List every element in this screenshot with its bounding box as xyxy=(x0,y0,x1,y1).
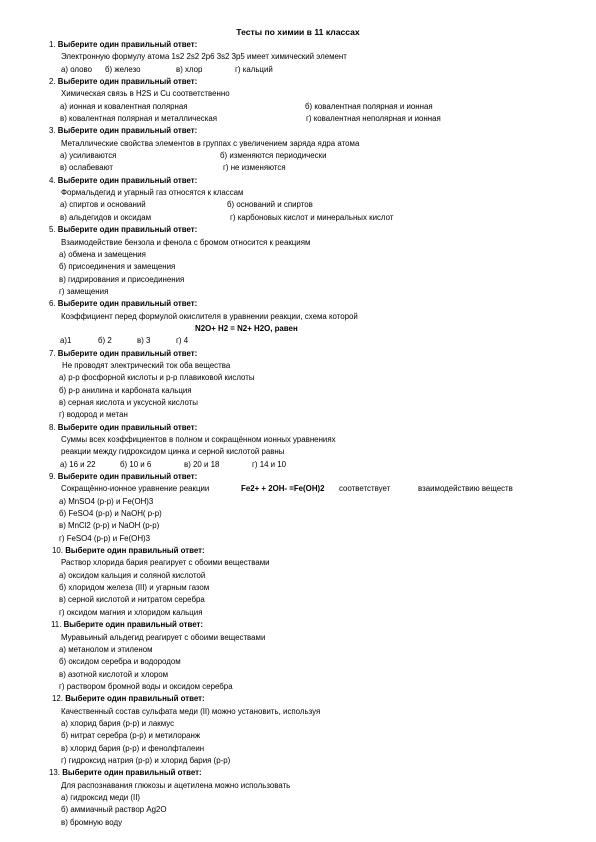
question-8-options xyxy=(48,459,548,471)
option-d: г) кальций xyxy=(235,64,273,74)
question-13-text: Для распознавания глюкозы и ацетилена можно использовать xyxy=(61,780,291,790)
option-c: в) ослабевают xyxy=(60,163,114,173)
question-4-options-row1 xyxy=(48,199,548,211)
question-13-header: 13. Выберите один правильный ответ: xyxy=(49,768,202,778)
question-9-text-mid: соответствует xyxy=(339,484,391,494)
question-5-header: 5. Выберите один правильный ответ: xyxy=(49,225,198,235)
question-9-text xyxy=(48,483,548,495)
question-8-header: 8. Выберите один правильный ответ: xyxy=(49,422,198,432)
option-d: г) не изменяются xyxy=(223,163,286,173)
option-a: а) ионная и ковалентная полярная xyxy=(60,101,188,111)
option-b: б) нитрат серебра (р-р) и метилоранж xyxy=(61,731,201,741)
question-3-text: Металлические свойства элементов в группах с увеличением заряда ядра атома xyxy=(61,138,360,148)
question-7-header: 7. Выберите один правильный ответ: xyxy=(49,348,198,358)
question-2-options-row1 xyxy=(48,101,548,113)
option-a: а) метанолом и этиленом xyxy=(59,644,153,654)
option-c: в) бромную воду xyxy=(61,817,123,827)
reaction-formula: Fe2+ + 2OH- =Fe(OH)2 xyxy=(241,484,325,494)
question-6-formula xyxy=(48,323,548,335)
option-b: б) присоединения и замещения xyxy=(59,262,176,272)
option-a: а) р-р фосфорной кислоты и р-р плавиковой кислоты xyxy=(59,373,255,383)
option-d: г) раствором бромной воды и оксидом серебра xyxy=(59,681,233,691)
option-b: б) оснований и спиртов xyxy=(227,200,313,210)
option-b: б) ковалентная полярная и ионная xyxy=(305,101,433,111)
question-5-text: Взаимодействие бензола и фенола с бромом относится к реакциям xyxy=(61,237,311,247)
option-a: а) спиртов и оснований xyxy=(60,200,146,210)
option-c: в) MnCl2 (р-р) и NaOH (р-р) xyxy=(59,521,160,531)
option-c: в) хлор xyxy=(176,64,203,74)
question-2-header: 2. Выберите один правильный ответ: xyxy=(49,77,198,87)
option-a: а) хлорид бария (р-р) и лакмус xyxy=(61,718,175,728)
option-c: в) хлорид бария (р-р) и фенолфталеин xyxy=(61,743,205,753)
question-9-text-start: Сокращённо-ионное уравнение реакции xyxy=(61,484,210,494)
question-10-text: Раствор хлорида бария реагирует с обоими веществами xyxy=(61,558,270,568)
question-4-options-row2 xyxy=(48,212,548,224)
option-d: г) 4 xyxy=(176,336,189,346)
option-a: а) гидроксид меди (II) xyxy=(61,792,141,802)
option-b: б) изменяются периодически xyxy=(220,151,327,161)
question-1-header: 1. Выберите один правильный ответ: xyxy=(49,40,198,49)
question-3-header: 3. Выберите один правильный ответ: xyxy=(49,126,198,136)
option-d: г) оксидом магния и хлоридом кальция xyxy=(59,607,203,617)
option-b: б) оксидом серебра и водородом xyxy=(59,657,181,667)
option-a: а) 16 и 22 xyxy=(60,459,96,469)
question-11-text: Муравьиный альдегид реагирует с обоими веществами xyxy=(61,632,266,642)
option-c: в) 20 и 18 xyxy=(184,459,220,469)
test-content xyxy=(48,39,548,829)
option-d: г) карбоновых кислот и минеральных кислот xyxy=(230,212,394,222)
option-d: г) ковалентная неполярная и ионная xyxy=(306,114,441,124)
reaction-formula: N2O+ H2 = N2+ H2O, равен xyxy=(195,323,298,333)
option-c: в) азотной кислотой и хлором xyxy=(59,669,169,679)
option-d: г) замещения xyxy=(59,286,109,296)
question-9-header: 9. Выберите один правильный ответ: xyxy=(49,472,198,482)
option-c: в) гидрирования и присоединения xyxy=(59,274,185,284)
option-a: а) MnSO4 (р-р) и Fe(OH)3 xyxy=(59,496,154,506)
option-a: а) оксидом кальция и соляной кислотой xyxy=(59,570,206,580)
question-1-text: Электронную формулу атома 1s2 2s2 2p6 3s2 3p5 имеет химический элемент xyxy=(61,52,347,62)
question-4-text: Формальдегид и угарный газ относятся к классам xyxy=(61,188,244,198)
question-9-text-end: взаимодействию веществ xyxy=(418,484,513,494)
option-d: г) гидроксид натрия (р-р) и хлорид бария (р-р) xyxy=(61,755,231,765)
question-3-options-row2 xyxy=(48,162,548,174)
option-a: а)1 xyxy=(60,336,72,346)
question-2-options-row2 xyxy=(48,113,548,125)
option-d: г) водород и метан xyxy=(59,410,128,420)
question-12-header: 12. Выберите один правильный ответ: xyxy=(52,694,205,704)
option-d: г) 14 и 10 xyxy=(252,459,287,469)
option-c: в) серная кислота и уксусной кислоты xyxy=(59,397,198,407)
option-a: а) усиливаются xyxy=(60,151,117,161)
option-b: б) хлоридом железа (III) и угарным газом xyxy=(59,583,210,593)
question-8-text-2: реакции между гидроксидом цинка и серной кислотой равны xyxy=(61,447,285,457)
question-12-text: Качественный состав сульфата меди (II) можно установить, используя xyxy=(61,706,321,716)
option-b: б) р-р анилина и карбоната кальция xyxy=(59,385,192,395)
option-c: в) серной кислотой и нитратом серебра xyxy=(59,595,205,605)
option-c: в) ковалентная полярная и металлическая xyxy=(60,114,217,124)
question-1-options xyxy=(48,64,548,76)
option-b: б) 10 и 6 xyxy=(120,459,152,469)
option-c: в) альдегидов и оксидам xyxy=(60,212,152,222)
option-b: б) 2 xyxy=(98,336,112,346)
option-c: в) 3 xyxy=(137,336,151,346)
option-b: б) железо xyxy=(105,64,141,74)
question-2-text: Химическая связь в H2S и Cu соответственно xyxy=(61,89,230,99)
question-11-header: 11. Выберите один правильный ответ: xyxy=(51,620,204,630)
question-6-header: 6. Выберите один правильный ответ: xyxy=(49,299,198,309)
question-7-text: Не проводят электрический ток оба вещества xyxy=(62,360,231,370)
question-8-text: Суммы всех коэффициентов в полном и сокращённом ионных уравнениях xyxy=(61,435,336,444)
option-d: г) FeSO4 (р-р) и Fe(OH)3 xyxy=(59,533,151,543)
option-a: а) обмена и замещения xyxy=(59,249,146,259)
option-a: а) олово xyxy=(61,64,92,74)
question-6-text: Коэффициент перед формулой окислителя в уравнении реакции, схема которой xyxy=(61,311,358,321)
question-4-header: 4. Выберите один правильный ответ: xyxy=(49,175,198,185)
question-3-options-row1 xyxy=(48,150,548,162)
question-6-options xyxy=(48,335,548,347)
question-10-header: 10. Выберите один правильный ответ: xyxy=(52,546,205,556)
option-b: б) FeSO4 (р-р) и NaOH( р-р) xyxy=(59,509,162,519)
option-b: б) аммиачный раствор Ag2O xyxy=(61,805,167,815)
page-title: Тесты по химии в 11 классах xyxy=(236,27,360,37)
